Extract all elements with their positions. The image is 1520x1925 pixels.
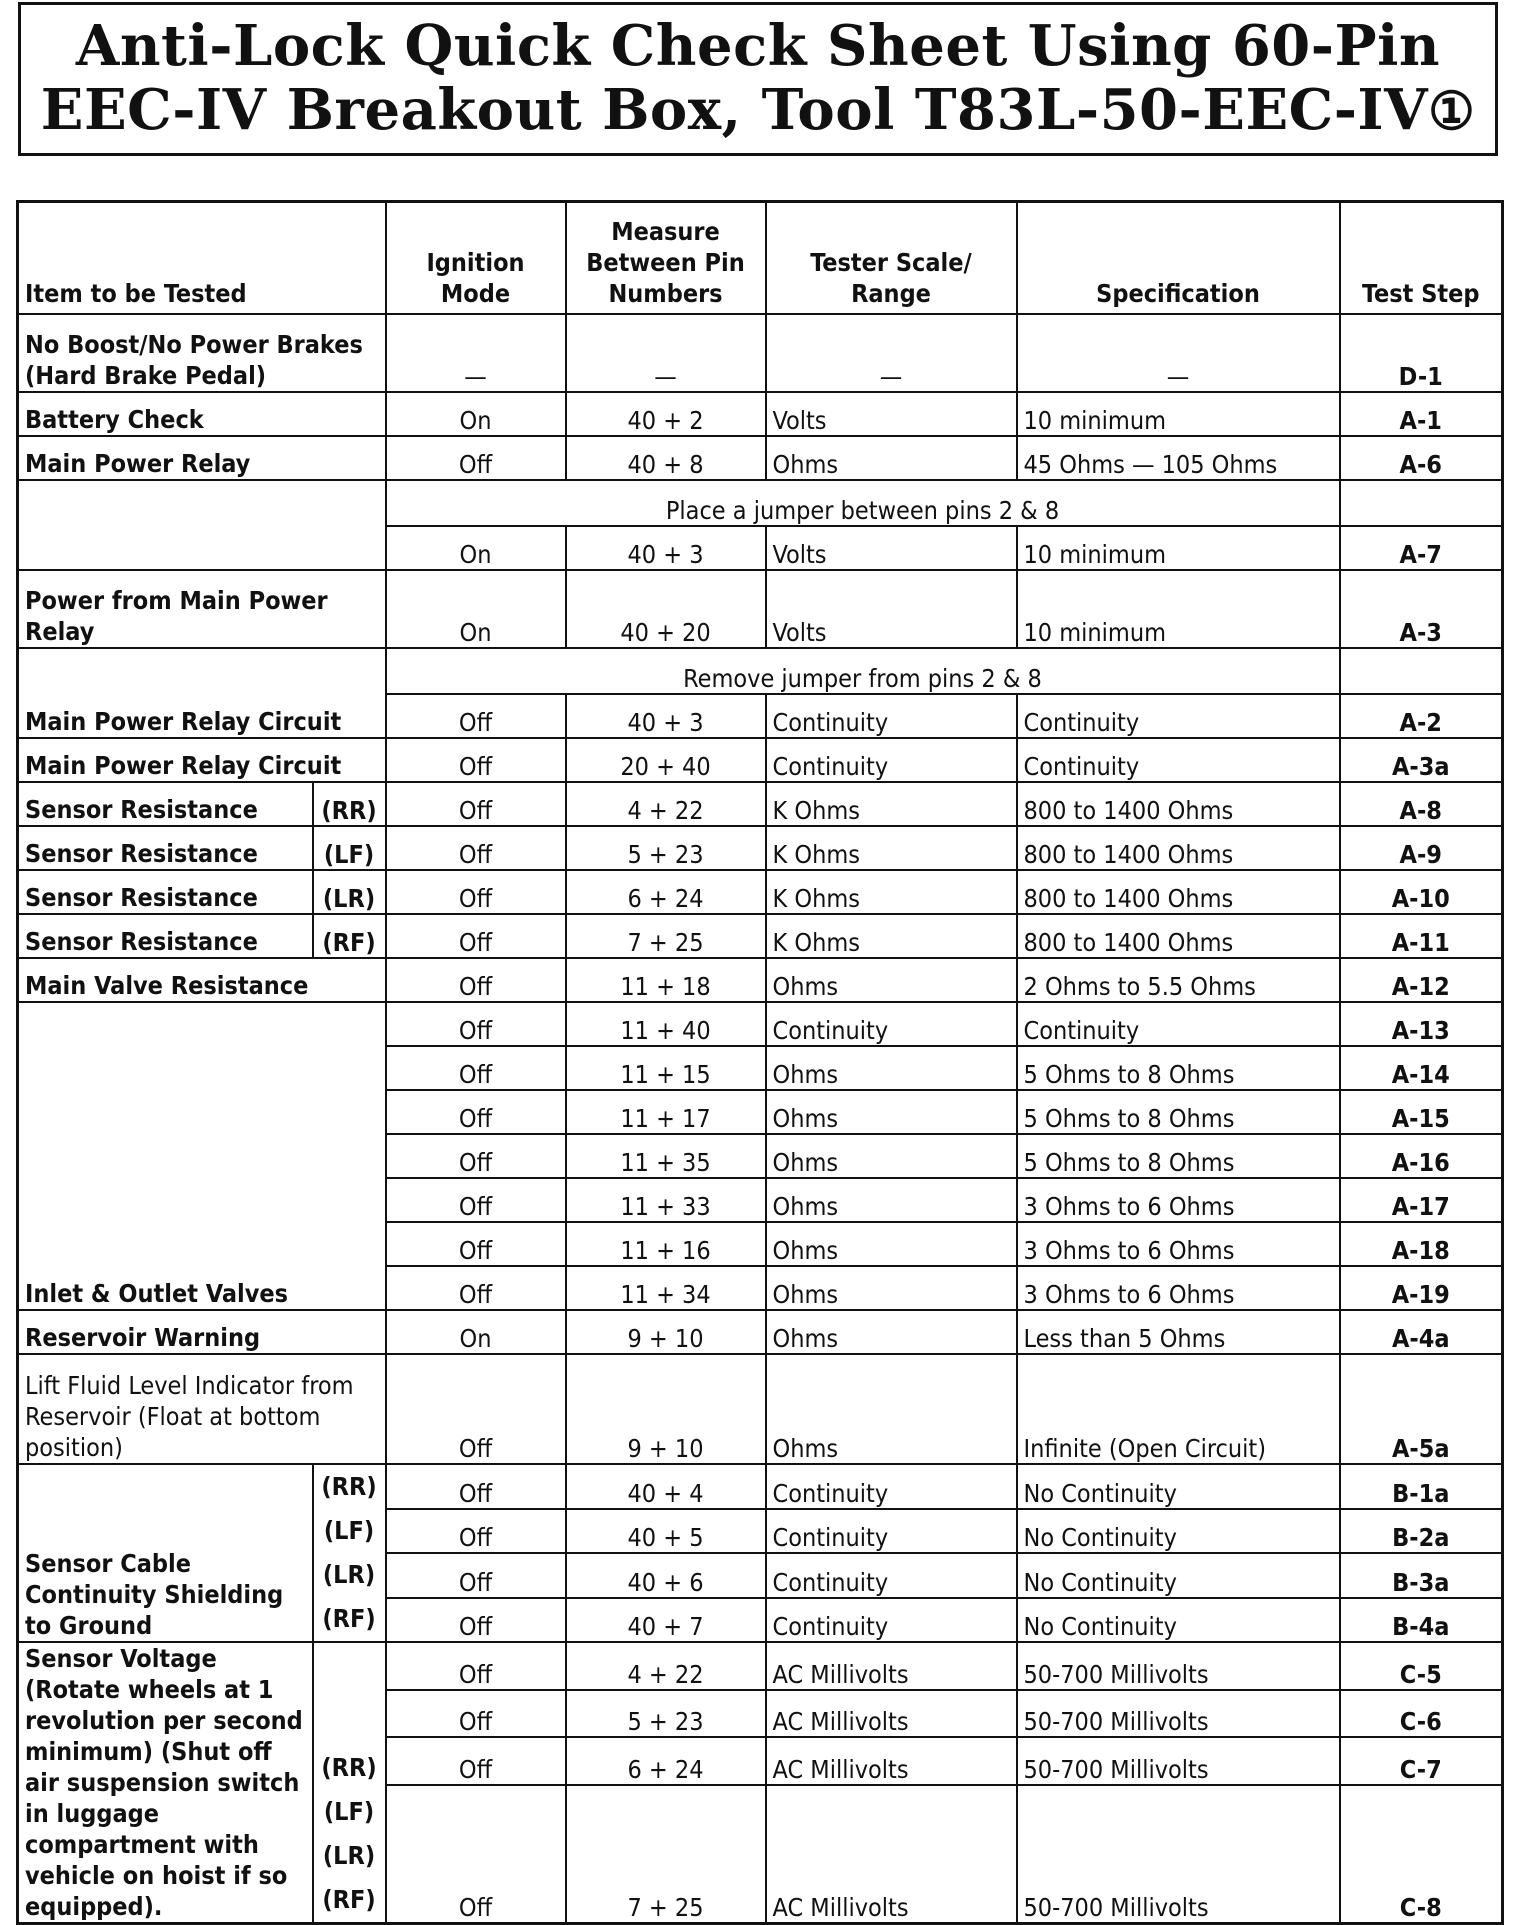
step-cell: B-1a <box>1340 1464 1503 1509</box>
pins-cell: — <box>566 314 766 392</box>
scale-cell: Ohms <box>766 958 1017 1002</box>
table-row <box>18 958 1503 1002</box>
pins-cell: 4 + 22 <box>566 782 766 826</box>
item-cell: Sensor Cable Continuity Shielding to Ground <box>18 1464 313 1642</box>
step-cell: B-4a <box>1340 1598 1503 1643</box>
table-row <box>18 1002 1503 1046</box>
step-cell: A-6 <box>1340 436 1503 480</box>
footnote-marker: ① <box>1428 81 1476 142</box>
item-cell: Main Power Relay Circuit <box>18 738 386 782</box>
item-cell: Reservoir Warning <box>18 1310 386 1354</box>
scale-cell: Ohms <box>766 1222 1017 1266</box>
pins-cell: 40 + 8 <box>566 436 766 480</box>
pins-cell: 40 + 7 <box>566 1598 766 1643</box>
spec-cell: 3 Ohms to 6 Ohms <box>1017 1178 1340 1222</box>
pins-cell: 11 + 16 <box>566 1222 766 1266</box>
item-cell: Main Power Relay <box>18 436 386 480</box>
step-cell: A-5a <box>1340 1354 1503 1464</box>
step-cell-spacer <box>1340 480 1503 526</box>
pins-cell: 40 + 2 <box>566 392 766 436</box>
ignition-cell: Off <box>386 782 566 826</box>
scale-cell: Ohms <box>766 1310 1017 1354</box>
scale-cell: K Ohms <box>766 826 1017 870</box>
ignition-cell: Off <box>386 1090 566 1134</box>
ignition-cell: Off <box>386 958 566 1002</box>
pins-cell: 11 + 40 <box>566 1002 766 1046</box>
step-cell: A-19 <box>1340 1266 1503 1310</box>
wheel-label: (RR) <box>321 1472 377 1501</box>
table-row <box>18 870 1503 914</box>
table-row <box>18 1354 1503 1464</box>
step-cell-spacer <box>1340 648 1503 694</box>
ignition-cell: Off <box>386 1690 566 1738</box>
step-cell: A-16 <box>1340 1134 1503 1178</box>
scale-cell: Ohms <box>766 1090 1017 1134</box>
pins-cell: 7 + 25 <box>566 914 766 958</box>
step-cell: A-11 <box>1340 914 1503 958</box>
step-cell: B-3a <box>1340 1553 1503 1598</box>
step-cell: C-5 <box>1340 1642 1503 1690</box>
ignition-cell: Off <box>386 1785 566 1924</box>
item-cell: Power from Main Power Relay <box>18 570 386 648</box>
item-cell: Sensor Voltage (Rotate wheels at 1 revolution per second minimum) (Shut off air suspension switch in luggage compartment with vehicle on hoist if so equipped). <box>18 1642 313 1924</box>
pins-cell: 11 + 34 <box>566 1266 766 1310</box>
pins-cell: 5 + 23 <box>566 826 766 870</box>
step-cell: D-1 <box>1340 314 1503 392</box>
step-cell: A-15 <box>1340 1090 1503 1134</box>
pins-cell: 40 + 3 <box>566 526 766 570</box>
pins-cell: 20 + 40 <box>566 738 766 782</box>
spec-cell: 5 Ohms to 8 Ohms <box>1017 1046 1340 1090</box>
scale-cell: K Ohms <box>766 782 1017 826</box>
pins-cell: 11 + 33 <box>566 1178 766 1222</box>
wheel-label: (LF) <box>323 1516 375 1545</box>
scale-cell: Ohms <box>766 1046 1017 1090</box>
spec-cell: 5 Ohms to 8 Ohms <box>1017 1090 1340 1134</box>
wheel-cell: (RR) <box>313 782 386 826</box>
spec-cell: No Continuity <box>1017 1509 1340 1554</box>
pins-cell: 11 + 18 <box>566 958 766 1002</box>
spec-cell: No Continuity <box>1017 1553 1340 1598</box>
table-row <box>18 1642 1503 1690</box>
ignition-cell: Off <box>386 1002 566 1046</box>
pins-cell: 9 + 10 <box>566 1354 766 1464</box>
ignition-cell: Off <box>386 1509 566 1554</box>
pins-cell: 40 + 3 <box>566 694 766 738</box>
wheel-cell: (LF) <box>313 826 386 870</box>
step-cell: C-7 <box>1340 1737 1503 1785</box>
spec-cell: 10 minimum <box>1017 392 1340 436</box>
ignition-cell: Off <box>386 1134 566 1178</box>
scale-cell: Continuity <box>766 738 1017 782</box>
item-cell: Lift Fluid Level Indicator from Reservoir (Float at bottom position) <box>18 1354 386 1464</box>
wheel-label: (RF) <box>322 1604 376 1633</box>
spec-cell: Continuity <box>1017 694 1340 738</box>
ignition-cell: Off <box>386 1222 566 1266</box>
step-cell: A-3a <box>1340 738 1503 782</box>
table-row <box>18 1310 1503 1354</box>
step-cell: A-17 <box>1340 1178 1503 1222</box>
ignition-cell: Off <box>386 914 566 958</box>
note-remove-jumper: Remove jumper from pins 2 & 8 <box>386 648 1340 694</box>
item-cell: No Boost/No Power Brakes (Hard Brake Pedal) <box>18 314 386 392</box>
pins-cell: 6 + 24 <box>566 870 766 914</box>
scale-cell: K Ohms <box>766 870 1017 914</box>
scale-cell: Ohms <box>766 1178 1017 1222</box>
table-row <box>18 480 1503 526</box>
step-cell: A-12 <box>1340 958 1503 1002</box>
pins-cell: 40 + 6 <box>566 1553 766 1598</box>
header-step: Test Step <box>1340 202 1503 315</box>
ignition-cell: Off <box>386 1642 566 1690</box>
wheel-cell: (LR) <box>313 870 386 914</box>
item-cell: Sensor Resistance <box>18 870 313 914</box>
spec-cell: 3 Ohms to 6 Ohms <box>1017 1266 1340 1310</box>
spec-cell: 50-700 Millivolts <box>1017 1737 1340 1785</box>
spec-cell: 800 to 1400 Ohms <box>1017 914 1340 958</box>
title-line-2-text: EEC-IV Breakout Box, Tool T83L-50-EEC-IV <box>40 77 1429 143</box>
pins-cell: 40 + 20 <box>566 570 766 648</box>
scale-cell: AC Millivolts <box>766 1690 1017 1738</box>
scale-cell: Continuity <box>766 1464 1017 1509</box>
spec-cell: Less than 5 Ohms <box>1017 1310 1340 1354</box>
title-line-2 <box>41 78 1475 144</box>
scale-cell: Ohms <box>766 436 1017 480</box>
spec-cell: No Continuity <box>1017 1464 1340 1509</box>
spec-cell: 10 minimum <box>1017 526 1340 570</box>
header-spec: Specification <box>1017 202 1340 315</box>
scale-cell: Continuity <box>766 694 1017 738</box>
pins-cell: 5 + 23 <box>566 1690 766 1738</box>
scale-cell: Volts <box>766 570 1017 648</box>
spec-cell: 10 minimum <box>1017 570 1340 648</box>
header-item: Item to be Tested <box>18 202 386 315</box>
step-cell: C-8 <box>1340 1785 1503 1924</box>
spec-cell: Continuity <box>1017 738 1340 782</box>
scale-cell: AC Millivolts <box>766 1642 1017 1690</box>
step-cell: A-13 <box>1340 1002 1503 1046</box>
note-place-jumper: Place a jumper between pins 2 & 8 <box>386 480 1340 526</box>
title-box <box>18 2 1498 156</box>
spec-cell: — <box>1017 314 1340 392</box>
step-cell: C-6 <box>1340 1690 1503 1738</box>
title-line-1: Anti-Lock Quick Check Sheet Using 60-Pin <box>75 13 1441 79</box>
pins-cell: 4 + 22 <box>566 1642 766 1690</box>
spec-cell: 2 Ohms to 5.5 Ohms <box>1017 958 1340 1002</box>
ignition-cell: Off <box>386 1178 566 1222</box>
step-cell: B-2a <box>1340 1509 1503 1554</box>
step-cell: A-7 <box>1340 526 1503 570</box>
wheel-cell: (RF) <box>313 914 386 958</box>
item-cell: Main Valve Resistance <box>18 958 386 1002</box>
pins-cell: 11 + 17 <box>566 1090 766 1134</box>
step-cell: A-14 <box>1340 1046 1503 1090</box>
table-row <box>18 826 1503 870</box>
ignition-cell: Off <box>386 1046 566 1090</box>
scale-cell: Continuity <box>766 1598 1017 1643</box>
header-pins: Measure Between Pin Numbers <box>566 202 766 315</box>
pins-cell: 11 + 35 <box>566 1134 766 1178</box>
step-cell: A-2 <box>1340 694 1503 738</box>
scale-cell: Continuity <box>766 1509 1017 1554</box>
scale-cell: K Ohms <box>766 914 1017 958</box>
pins-cell: 9 + 10 <box>566 1310 766 1354</box>
item-cell-empty <box>18 480 386 570</box>
spec-cell: 45 Ohms — 105 Ohms <box>1017 436 1340 480</box>
item-cell: Sensor Resistance <box>18 826 313 870</box>
pins-cell: 40 + 5 <box>566 1509 766 1554</box>
step-cell: A-4a <box>1340 1310 1503 1354</box>
ignition-cell: Off <box>386 436 566 480</box>
item-cell: Main Power Relay Circuit <box>18 648 386 738</box>
ignition-cell: Off <box>386 870 566 914</box>
step-cell: A-1 <box>1340 392 1503 436</box>
ignition-cell: Off <box>386 1553 566 1598</box>
wheel-list <box>313 1642 386 1924</box>
step-cell: A-9 <box>1340 826 1503 870</box>
table-row <box>18 392 1503 436</box>
wheel-label: (LR) <box>322 1560 376 1589</box>
scale-cell: AC Millivolts <box>766 1737 1017 1785</box>
table-row <box>18 648 1503 694</box>
table-row <box>18 1464 1503 1509</box>
spec-cell: No Continuity <box>1017 1598 1340 1643</box>
item-cell: Sensor Resistance <box>18 782 313 826</box>
header-scale: Tester Scale/ Range <box>766 202 1017 315</box>
wheel-label: (LF) <box>323 1797 375 1826</box>
scale-cell: Continuity <box>766 1553 1017 1598</box>
scale-cell: AC Millivolts <box>766 1785 1017 1924</box>
ignition-cell: Off <box>386 1266 566 1310</box>
table-row <box>18 782 1503 826</box>
scale-cell: Volts <box>766 526 1017 570</box>
ignition-cell: On <box>386 570 566 648</box>
scale-cell: Continuity <box>766 1002 1017 1046</box>
scale-cell: Volts <box>766 392 1017 436</box>
spec-cell: Infinite (Open Circuit) <box>1017 1354 1340 1464</box>
pins-cell: 7 + 25 <box>566 1785 766 1924</box>
spec-cell: Continuity <box>1017 1002 1340 1046</box>
ignition-cell: Off <box>386 694 566 738</box>
scale-cell: Ohms <box>766 1266 1017 1310</box>
spec-cell: 50-700 Millivolts <box>1017 1690 1340 1738</box>
spec-cell: 50-700 Millivolts <box>1017 1785 1340 1924</box>
table-row <box>18 914 1503 958</box>
quick-check-table <box>16 200 1504 1925</box>
spec-cell: 800 to 1400 Ohms <box>1017 782 1340 826</box>
scale-cell: — <box>766 314 1017 392</box>
ignition-cell: On <box>386 526 566 570</box>
pins-cell: 6 + 24 <box>566 1737 766 1785</box>
step-cell: A-8 <box>1340 782 1503 826</box>
spec-cell: 5 Ohms to 8 Ohms <box>1017 1134 1340 1178</box>
ignition-cell: — <box>386 314 566 392</box>
ignition-cell: Off <box>386 738 566 782</box>
ignition-cell: Off <box>386 1354 566 1464</box>
spec-cell: 3 Ohms to 6 Ohms <box>1017 1222 1340 1266</box>
step-cell: A-10 <box>1340 870 1503 914</box>
scale-cell: Ohms <box>766 1134 1017 1178</box>
pins-cell: 40 + 4 <box>566 1464 766 1509</box>
item-cell: Battery Check <box>18 392 386 436</box>
pins-cell: 11 + 15 <box>566 1046 766 1090</box>
table-row <box>18 738 1503 782</box>
spec-cell: 50-700 Millivolts <box>1017 1642 1340 1690</box>
ignition-cell: Off <box>386 1737 566 1785</box>
wheel-list <box>313 1464 386 1642</box>
ignition-cell: Off <box>386 1598 566 1643</box>
item-cell: Inlet & Outlet Valves <box>18 1002 386 1310</box>
ignition-cell: On <box>386 1310 566 1354</box>
table-row <box>18 436 1503 480</box>
step-cell: A-3 <box>1340 570 1503 648</box>
spec-cell: 800 to 1400 Ohms <box>1017 870 1340 914</box>
step-cell: A-18 <box>1340 1222 1503 1266</box>
table-row <box>18 570 1503 648</box>
table-row <box>18 314 1503 392</box>
header-row <box>18 202 1503 315</box>
wheel-label: (RF) <box>322 1885 376 1914</box>
header-ignition: Ignition Mode <box>386 202 566 315</box>
wheel-label: (LR) <box>322 1841 376 1870</box>
scale-cell: Ohms <box>766 1354 1017 1464</box>
ignition-cell: Off <box>386 826 566 870</box>
ignition-cell: On <box>386 392 566 436</box>
item-cell: Sensor Resistance <box>18 914 313 958</box>
spec-cell: 800 to 1400 Ohms <box>1017 826 1340 870</box>
wheel-label: (RR) <box>321 1753 377 1782</box>
ignition-cell: Off <box>386 1464 566 1509</box>
